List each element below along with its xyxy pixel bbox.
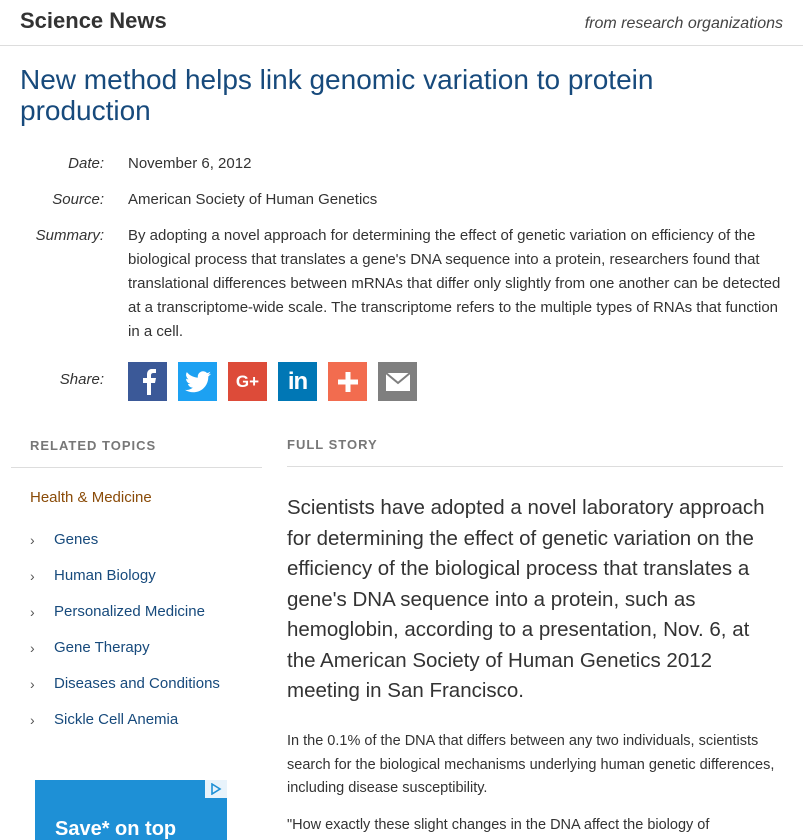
topic-category-health-medicine[interactable]: Health & Medicine (30, 489, 152, 506)
twitter-icon (185, 371, 211, 393)
share-google-plus-button[interactable] (228, 362, 267, 401)
source-value: American Society of Human Genetics (128, 191, 378, 208)
story-paragraph-2: "How exactly these slight changes in the DNA affect the biology of (287, 817, 710, 833)
date-label: Date: (68, 155, 104, 172)
play-triangle-icon (210, 783, 222, 795)
envelope-icon (385, 372, 411, 392)
plus-icon (338, 372, 358, 392)
chevron-right-icon: › (30, 604, 35, 620)
source-label: Source: (52, 191, 104, 208)
topic-label: Personalized Medicine (54, 603, 205, 620)
linkedin-icon: in (287, 367, 308, 395)
article-meta (0, 152, 803, 356)
sidebar-ad[interactable] (35, 780, 227, 840)
summary-value: By adopting a novel approach for determining the effect of genetic variation on efficiency of the biological process that translates a gene's DNA sequence into a protein, researchers found that translational differences between mRNAs that differ only slightly from one another can be detected at a transcriptome-wide scale. The transcriptome refers to the multiple types of RNAs that function in a cell. (128, 227, 781, 340)
share-email-button[interactable] (378, 362, 417, 401)
share-label: Share: (59, 371, 104, 388)
chevron-right-icon: › (30, 532, 35, 548)
share-linkedin-button[interactable] (278, 362, 317, 401)
share-twitter-button[interactable] (178, 362, 217, 401)
share-buttons (128, 362, 428, 401)
adchoices-icon[interactable] (205, 780, 227, 798)
chevron-right-icon: › (30, 640, 35, 656)
chevron-right-icon: › (30, 568, 35, 584)
date-row (0, 152, 803, 176)
topic-label: Human Biology (54, 567, 156, 584)
summary-label: Summary: (35, 227, 104, 244)
summary-row (0, 224, 803, 344)
share-row (0, 362, 803, 402)
date-value: November 6, 2012 (128, 155, 252, 172)
topic-label: Gene Therapy (54, 639, 150, 656)
ad-text: Save* on top (55, 818, 177, 840)
article-title: New method helps link genomic variation to protein production (20, 64, 654, 126)
story-lead-paragraph: Scientists have adopted a novel laboratory approach for determining the effect of genetic variation on the efficiency of the biological process that translates a gene's DNA sequence into a protein, such as hemoglobin, according to a presentation, Nov. 6, at the American Society of Human Genetics 2012 meeting in San Francisco. (287, 496, 765, 702)
site-header (0, 0, 803, 46)
topic-label: Genes (54, 531, 99, 548)
topic-label: Diseases and Conditions (54, 675, 220, 692)
site-tagline: from research organizations (584, 15, 783, 32)
google-plus-icon: G+ (235, 371, 260, 391)
source-row (0, 188, 803, 212)
chevron-right-icon: › (30, 676, 35, 692)
share-more-button[interactable] (328, 362, 367, 401)
facebook-icon (138, 369, 158, 395)
topic-label: Sickle Cell Anemia (54, 711, 179, 728)
story-paragraph-1: In the 0.1% of the DNA that differs between any two individuals, scientists search for the biological mechanisms underlying human genetic differences, including disease susceptibility. (287, 733, 775, 796)
story-divider (287, 466, 783, 467)
full-story-heading: FULL STORY (287, 437, 378, 452)
share-facebook-button[interactable] (128, 362, 167, 401)
related-topics-heading: RELATED TOPICS (30, 438, 157, 453)
site-brand[interactable]: Science News (20, 8, 167, 33)
chevron-right-icon: › (30, 712, 35, 728)
sidebar-divider (11, 467, 262, 468)
